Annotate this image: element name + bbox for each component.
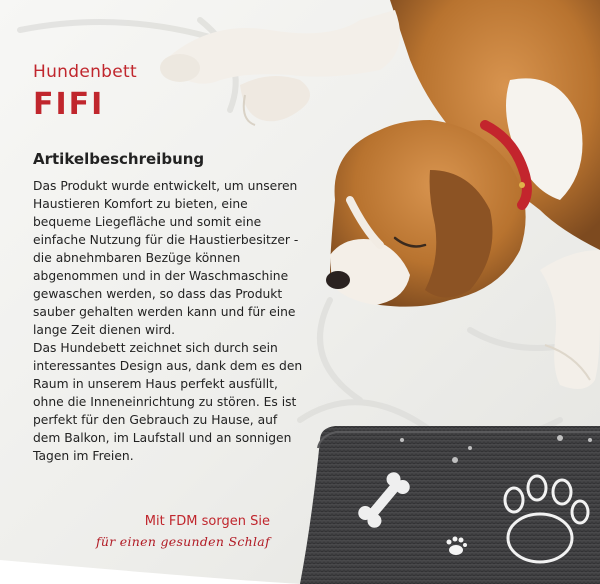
tagline-line-1: Mit FDM sorgen Sie bbox=[144, 514, 270, 529]
product-subtitle: Hundenbett bbox=[33, 62, 137, 82]
dog-bed bbox=[300, 426, 600, 584]
product-title: FIFI bbox=[33, 87, 105, 122]
description-heading: Artikelbeschreibung bbox=[33, 150, 205, 168]
description-paragraph-1: Das Produkt wurde entwickelt, um unseren Haustieren Komfort zu bieten, eine bequeme Liegefläche und somit eine einfache Nutzung für die Haustierbesitzer - die abnehmbaren Bezüge können abgenommen und in der Waschmaschine gewaschen werden, so dass das Produkt sauber gehalten werden kann und für eine lange Zeit dienen wird. bbox=[33, 179, 299, 337]
tagline-line-2: für einen gesunden Schlaf bbox=[95, 534, 270, 549]
description-paragraph-2: Das Hundebett zeichnet sich durch sein interessantes Design aus, dank dem es den Raum in unserem Haus perfekt ausfüllt, ohne die Inneneinrichtung zu stören. Es ist perfekt für den Gebrauch zu Hause, auf dem Balkon, im Laufstall und an sonnigen Tagen im Freien. bbox=[33, 341, 303, 463]
